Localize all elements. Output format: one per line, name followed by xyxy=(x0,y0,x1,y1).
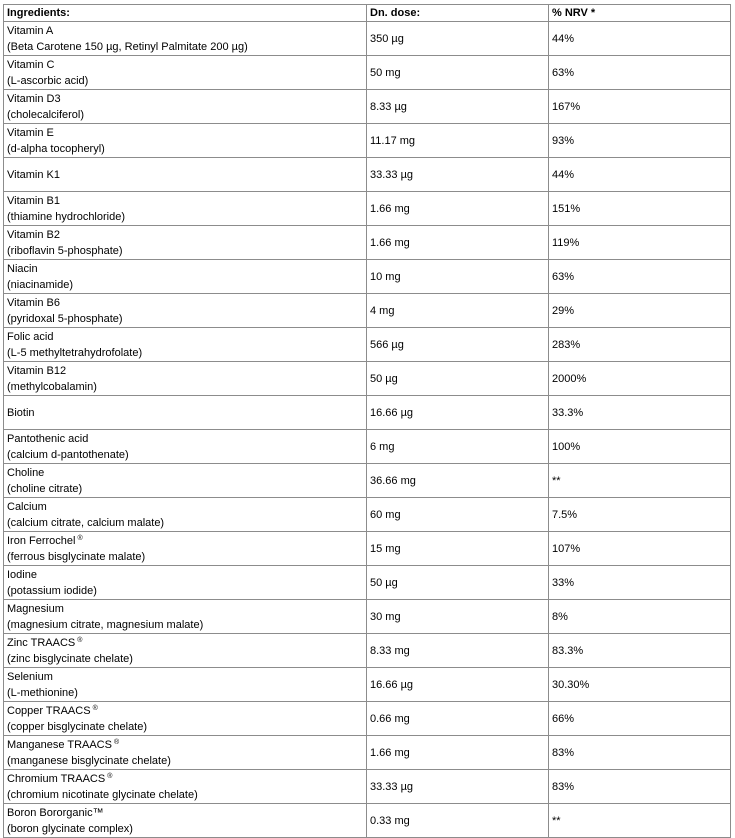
table-row xyxy=(4,226,731,260)
ingredient-name xyxy=(7,227,363,243)
ingredient-detail: (L-ascorbic acid) xyxy=(7,74,89,87)
table-row xyxy=(4,430,731,464)
ingredient-name xyxy=(7,193,363,209)
table-row xyxy=(4,22,731,56)
ingredient-cell xyxy=(4,124,367,158)
registered-mark: ® xyxy=(113,738,120,746)
dose-cell: 6 mg xyxy=(367,430,549,464)
ingredient-name-text: Vitamin B1 xyxy=(7,194,60,207)
nrv-cell: 44% xyxy=(549,158,731,192)
ingredient-detail: (chromium nicotinate glycinate chelate) xyxy=(7,788,198,801)
dose-cell: 16.66 µg xyxy=(367,396,549,430)
ingredient-detail: (potassium iodide) xyxy=(7,584,97,597)
table-row xyxy=(4,498,731,532)
ingredient-name xyxy=(7,771,363,787)
dose-cell: 1.66 mg xyxy=(367,736,549,770)
ingredient-name-text: Calcium xyxy=(7,500,47,513)
ingredient-cell xyxy=(4,260,367,294)
ingredient-name xyxy=(7,261,363,277)
ingredient-name xyxy=(7,737,363,753)
ingredient-cell xyxy=(4,634,367,668)
ingredient-detail: (methylcobalamin) xyxy=(7,380,97,393)
ingredient-name-text: Folic acid xyxy=(7,330,54,343)
ingredient-name xyxy=(7,533,363,549)
ingredient-name-text: Manganese TRAACS xyxy=(7,738,112,751)
dose-cell: 50 µg xyxy=(367,362,549,396)
ingredient-cell xyxy=(4,328,367,362)
ingredient-name xyxy=(7,23,363,39)
ingredient-name-text: Zinc TRAACS xyxy=(7,636,76,649)
dose-cell: 4 mg xyxy=(367,294,549,328)
table-row xyxy=(4,124,731,158)
dose-cell: 11.17 mg xyxy=(367,124,549,158)
ingredient-name xyxy=(7,405,363,421)
nrv-cell: 7.5% xyxy=(549,498,731,532)
ingredient-name-text: Vitamin A xyxy=(7,24,54,37)
nrv-cell: 8% xyxy=(549,600,731,634)
ingredient-cell xyxy=(4,532,367,566)
ingredient-cell xyxy=(4,294,367,328)
ingredient-cell xyxy=(4,804,367,838)
dose-cell: 33.33 µg xyxy=(367,158,549,192)
ingredient-name-text: Vitamin E xyxy=(7,126,54,139)
ingredient-cell xyxy=(4,90,367,124)
nrv-cell: 83% xyxy=(549,736,731,770)
nrv-cell: 83.3% xyxy=(549,634,731,668)
dose-cell: 50 µg xyxy=(367,566,549,600)
ingredient-name-text: Pantothenic acid xyxy=(7,432,89,445)
ingredient-name xyxy=(7,329,363,345)
ingredient-detail: (calcium d-pantothenate) xyxy=(7,448,129,461)
nrv-cell: 44% xyxy=(549,22,731,56)
ingredient-cell xyxy=(4,736,367,770)
nrv-cell: 107% xyxy=(549,532,731,566)
ingredient-detail: (choline citrate) xyxy=(7,482,83,495)
ingredient-cell xyxy=(4,498,367,532)
table-row xyxy=(4,90,731,124)
ingredient-name-text: Vitamin K1 xyxy=(7,168,60,181)
nrv-cell: 93% xyxy=(549,124,731,158)
table-row xyxy=(4,770,731,804)
ingredient-name-text: Vitamin B2 xyxy=(7,228,60,241)
nrv-cell: 119% xyxy=(549,226,731,260)
dose-cell: 8.33 µg xyxy=(367,90,549,124)
ingredient-detail: (L-methionine) xyxy=(7,686,78,699)
ingredient-name xyxy=(7,635,363,651)
ingredient-name-text: Vitamin B12 xyxy=(7,364,67,377)
dose-cell: 36.66 mg xyxy=(367,464,549,498)
ingredient-detail: (Beta Carotene 150 µg, Retinyl Palmitate 200 µg) xyxy=(7,40,248,53)
dose-cell: 1.66 mg xyxy=(367,192,549,226)
ingredient-name xyxy=(7,465,363,481)
ingredient-cell xyxy=(4,396,367,430)
nrv-cell: 29% xyxy=(549,294,731,328)
ingredient-cell xyxy=(4,56,367,90)
nrv-cell: 283% xyxy=(549,328,731,362)
nrv-cell: ** xyxy=(549,464,731,498)
ingredient-name xyxy=(7,431,363,447)
nrv-cell: 63% xyxy=(549,56,731,90)
table-row xyxy=(4,736,731,770)
ingredient-name xyxy=(7,669,363,685)
ingredient-name xyxy=(7,57,363,73)
table-row xyxy=(4,396,731,430)
ingredient-name-text: Iodine xyxy=(7,568,37,581)
table-row xyxy=(4,600,731,634)
table-row xyxy=(4,56,731,90)
ingredient-name-text: Niacin xyxy=(7,262,38,275)
ingredient-detail: (cholecalciferol) xyxy=(7,108,85,121)
ingredient-detail: (pyridoxal 5-phosphate) xyxy=(7,312,123,325)
ingredient-detail: (calcium citrate, calcium malate) xyxy=(7,516,165,529)
table-body xyxy=(4,22,731,838)
table-row xyxy=(4,192,731,226)
ingredient-cell xyxy=(4,158,367,192)
ingredient-name xyxy=(7,703,363,719)
dose-cell: 30 mg xyxy=(367,600,549,634)
dose-cell: 16.66 µg xyxy=(367,668,549,702)
ingredient-cell xyxy=(4,566,367,600)
ingredient-name xyxy=(7,167,363,183)
ingredient-cell xyxy=(4,430,367,464)
nrv-cell: 63% xyxy=(549,260,731,294)
dose-cell: 0.33 mg xyxy=(367,804,549,838)
nrv-cell: 33% xyxy=(549,566,731,600)
ingredient-name-text: Selenium xyxy=(7,670,53,683)
table-row xyxy=(4,328,731,362)
ingredient-name xyxy=(7,363,363,379)
nrv-cell: 83% xyxy=(549,770,731,804)
nrv-cell: ** xyxy=(549,804,731,838)
ingredient-detail: (magnesium citrate, magnesium malate) xyxy=(7,618,204,631)
ingredient-name xyxy=(7,499,363,515)
dose-cell: 1.66 mg xyxy=(367,226,549,260)
dose-cell: 15 mg xyxy=(367,532,549,566)
ingredient-name-text: Magnesium xyxy=(7,602,64,615)
ingredient-cell xyxy=(4,226,367,260)
table-row xyxy=(4,668,731,702)
ingredient-name-text: Boron Bororganic™ xyxy=(7,806,104,819)
ingredient-name xyxy=(7,295,363,311)
header-dose: Dn. dose: xyxy=(367,5,549,22)
ingredient-detail: (d-alpha tocopheryl) xyxy=(7,142,105,155)
ingredient-name xyxy=(7,125,363,141)
table-header-row xyxy=(4,5,731,22)
table-row xyxy=(4,362,731,396)
nrv-cell: 33.3% xyxy=(549,396,731,430)
ingredient-cell xyxy=(4,770,367,804)
dose-cell: 350 µg xyxy=(367,22,549,56)
nrv-cell: 167% xyxy=(549,90,731,124)
ingredient-name-text: Biotin xyxy=(7,406,35,419)
nrv-cell: 30.30% xyxy=(549,668,731,702)
ingredient-name xyxy=(7,567,363,583)
table-row xyxy=(4,634,731,668)
ingredient-cell xyxy=(4,668,367,702)
registered-mark: ® xyxy=(77,534,83,542)
dose-cell: 566 µg xyxy=(367,328,549,362)
ingredient-detail: (copper bisglycinate chelate) xyxy=(7,720,148,733)
ingredients-table xyxy=(3,4,731,838)
ingredient-name-text: Vitamin C xyxy=(7,58,55,71)
dose-cell: 60 mg xyxy=(367,498,549,532)
table-row xyxy=(4,566,731,600)
ingredient-detail: (niacinamide) xyxy=(7,278,74,291)
ingredient-name-text: Choline xyxy=(7,466,45,479)
ingredient-detail: (ferrous bisglycinate malate) xyxy=(7,550,146,563)
table-row xyxy=(4,464,731,498)
table-row xyxy=(4,804,731,838)
ingredient-detail: (zinc bisglycinate chelate) xyxy=(7,652,133,665)
ingredient-name xyxy=(7,601,363,617)
ingredient-cell xyxy=(4,22,367,56)
dose-cell: 0.66 mg xyxy=(367,702,549,736)
ingredient-detail: (boron glycinate complex) xyxy=(7,822,133,835)
nrv-cell: 151% xyxy=(549,192,731,226)
ingredient-cell xyxy=(4,192,367,226)
ingredient-name-text: Iron Ferrochel xyxy=(7,534,76,547)
registered-mark: ® xyxy=(92,704,98,712)
registered-mark: ® xyxy=(107,772,113,780)
ingredient-cell xyxy=(4,702,367,736)
table-row xyxy=(4,294,731,328)
ingredient-cell xyxy=(4,600,367,634)
nrv-cell: 100% xyxy=(549,430,731,464)
ingredient-name-text: Copper TRAACS xyxy=(7,704,91,717)
dose-cell: 8.33 mg xyxy=(367,634,549,668)
ingredient-detail: (manganese bisglycinate chelate) xyxy=(7,754,171,767)
ingredient-detail: (riboflavin 5-phosphate) xyxy=(7,244,123,257)
nrv-cell: 66% xyxy=(549,702,731,736)
table-row xyxy=(4,532,731,566)
table-row xyxy=(4,158,731,192)
header-nrv: % NRV * xyxy=(549,5,731,22)
dose-cell: 10 mg xyxy=(367,260,549,294)
ingredient-detail: (L-5 methyltetrahydrofolate) xyxy=(7,346,143,359)
ingredient-cell xyxy=(4,464,367,498)
ingredient-name-text: Chromium TRAACS xyxy=(7,772,106,785)
registered-mark: ® xyxy=(77,636,83,644)
dose-cell: 33.33 µg xyxy=(367,770,549,804)
table-row xyxy=(4,260,731,294)
table-row xyxy=(4,702,731,736)
header-ingredients: Ingredients: xyxy=(4,5,367,22)
ingredient-name-text: Vitamin D3 xyxy=(7,92,61,105)
nrv-cell: 2000% xyxy=(549,362,731,396)
ingredient-name xyxy=(7,805,363,821)
ingredient-cell xyxy=(4,362,367,396)
dose-cell: 50 mg xyxy=(367,56,549,90)
ingredient-detail: (thiamine hydrochloride) xyxy=(7,210,125,223)
ingredient-name-text: Vitamin B6 xyxy=(7,296,60,309)
ingredient-name xyxy=(7,91,363,107)
